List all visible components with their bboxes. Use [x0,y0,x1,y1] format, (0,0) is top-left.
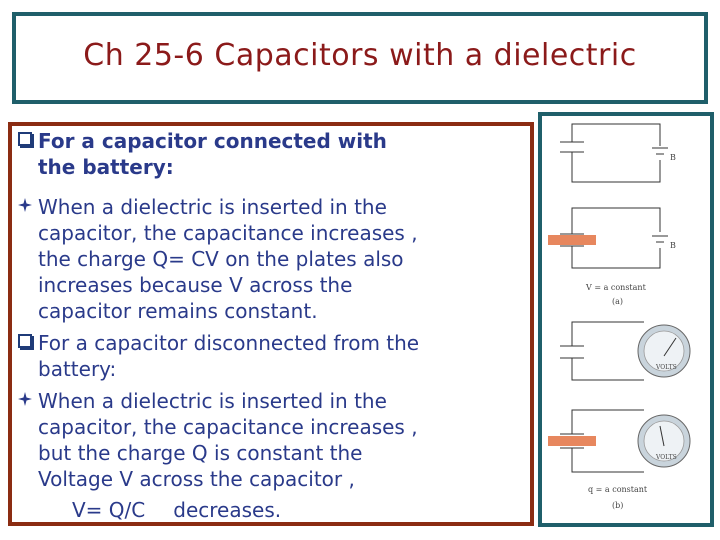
content-box [8,122,534,526]
bullet-disconnected-battery [18,330,524,382]
voltmeter-icon [638,325,690,377]
bullet-text: When a dielectric is inserted in the capacitor, the capacitance increases , the charge Q= CV on the plates also increases because V across the capacitor remains constant. [38,195,418,323]
dielectric-slab [548,235,596,245]
checkbox-bullet-icon [18,132,32,146]
bullet-text: For a capacitor connected with the battery: [38,129,387,179]
caption-a: (a) [612,297,624,306]
checkbox-bullet-icon [18,334,32,348]
formula-equation: V= Q/C [72,498,146,522]
circuit-figure-panel [538,112,714,527]
dielectric-slab [548,436,596,446]
bullet-dielectric-connected [18,194,524,324]
meter-label: VOLTS [656,454,677,461]
slide-title: Ch 25-6 Capacitors with a dielectric [83,38,637,73]
diamond-bullet-icon [18,198,32,212]
caption-q-constant: q = a constant [588,485,648,494]
bullet-text: When a dielectric is inserted in the capacitor, the capacitance increases , but the charge Q is constant the Voltage V across the capacitor , [38,389,418,491]
bullet-connected-battery [18,128,524,180]
meter-label: VOLTS [656,364,677,371]
formula-result: decreases. [173,498,282,522]
title-box [12,12,708,104]
caption-a-constant: V = a constant [586,283,646,292]
battery-label: B [670,241,676,250]
bullet-text: For a capacitor disconnected from the battery: [38,331,420,381]
caption-b: (b) [612,501,624,510]
diamond-bullet-icon [18,392,32,406]
circuit-battery-empty [560,124,668,182]
battery-label: B [670,153,676,162]
bullet-dielectric-disconnected [18,388,524,492]
voltage-formula [72,498,281,522]
voltmeter-icon [638,415,690,467]
circuit-meter-empty [560,322,644,380]
